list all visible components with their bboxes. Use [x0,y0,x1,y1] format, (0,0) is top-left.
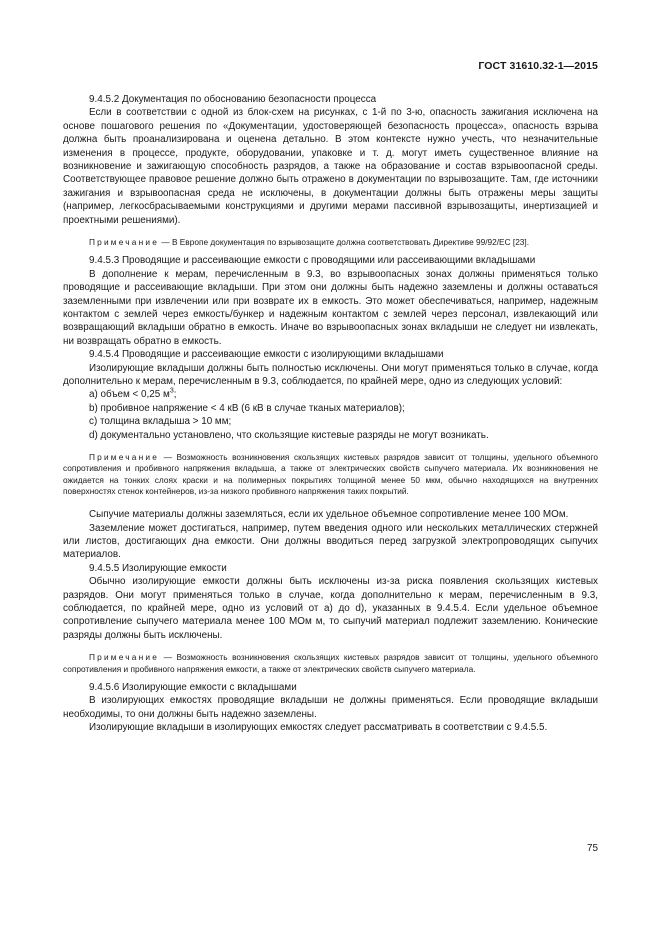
list-item-c: c) толщина вкладыша > 10 мм; [89,416,232,428]
paragraph: Изолирующие вкладыши в изолирующих емкостях следует рассматривать в соответствии с 9.4.5.5. [89,722,548,734]
list-item-a-end: ; [173,389,177,401]
section-heading-9454: 9.4.5.4 Проводящие и рассеивающие емкости с изолирующими вкладышами [89,349,444,361]
list-item-b: b) пробивное напряжение < 4 кВ (6 кВ в случае тканых материалов); [89,402,405,414]
section-heading-9452: 9.4.5.2 Документация по обоснованию безопасности процесса [89,94,377,105]
note [63,652,598,675]
superscript: 3 [169,388,174,396]
paragraph: Изолирующие вкладыши должны быть полностью исключены. Они могут применяться только в случае, когда дополнительно к мерам, перечисленным в 9.3, соблюдается, по крайней мере, одно из следующих условий: [63,362,598,388]
paragraph: Заземление может достигаться, например, путем введения одного или нескольких металлических стержней или листов, достигающих дна емкости. Они должны вводиться перед загрузкой электропроводящих сыпучих материалов. [63,522,598,561]
paragraph: Если в соответствии с одной из блок-схем на рисунках, с 1-й по 3-ю, опасность зажигания исключена на основе пошагового решения по «Документации, удостоверяющей безопасность процесса», опасность взрыва должна быть проанализирована и оценена детально. В этом контексте нужно учесть, что незначительные изменения в процессе, продукте, оборудовании, упаковке и т. д. могут иметь существенное влияние на возникновение и зажигающую способность разрядов, а также на образование и состав взрывоопасной среды. Соответствующее правовое решение должно быть отражено в документации по взрывозащите. Там, где источники зажигания и взрывоопасная среда не исключены, в документации должны быть отражены меры защиты (например, легкосбрасываемыми конструкциями и другими мерами пассивной взрывозащиты, инертизацией и проектными решениями). [63,107,598,226]
note-label: Примечание [89,452,160,463]
note-text: — В Европе документация по взрывозащите должна соответствовать Директиве 99/92/ЕС [23]. [159,237,530,248]
section-heading-9455: 9.4.5.5 Изолирующие емкости [89,562,227,574]
note [63,452,598,497]
page-number: 75 [587,843,598,854]
document-header: ГОСТ 31610.32-1—2015 [478,60,598,72]
note-label: Примечание [89,237,160,248]
paragraph: В изолирующих емкостях проводящие вкладыши не должны применяться. Если проводящие вкладыши необходимы, то они должны быть надежно заземлены. [63,695,598,720]
note-text: — Возможность возникновения скользящих кистевых разрядов зависит от толщины, удельного объемного сопротивления и пробивного напряжения вкладыша, а также от электрических свойств сыпучего материала. Их возникновения не ожидается на тонких слоях краски и на полимерных покрытиях толщиной менее 50 мкм, обычно находящихся на внутренних поверхностях стенок контейнеров, из-за низкого пробивного напряжения таких покрытий. [63,452,598,496]
section-heading-9453: 9.4.5.3 Проводящие и рассеивающие емкости с проводящими или рассеивающими вкладышами [89,255,536,267]
list-item-a-text: a) объем < 0,25 м [89,389,170,401]
note [63,237,598,248]
list-item-d: d) документально установлено, что скользящие кистевые разряды не могут возникать. [89,429,489,441]
note-label: Примечание [89,652,160,663]
paragraph: В дополнение к мерам, перечисленным в 9.3, во взрывоопасных зонах должны применяться только проводящие и рассеивающие вкладыши. При этом они должны быть надежно заземлены и должны оставаться заземленными при извлечении или при возврате их в емкость. Это может обеспечиваться, например, надежным контактом с землей через емкость/бункер и надежным контактом с землей через персонал, извлекающий или возвращающий вкладыши обратно в емкость. Иначе во взрывоопасных зонах вкладыши не следует ни извлекать, ни возвращать обратно в емкость. [63,268,598,347]
note-text: — Возможность возникновения скользящих кистевых разрядов зависит от толщины, удельного объемного сопротивления и пробивного напряжения емкости, а также от электрических свойств сыпучего материала. [63,652,598,674]
list-item-a [63,388,598,401]
paragraph: Сыпучие материалы должны заземляться, если их удельное объемное сопротивление менее 100 МОм. [89,509,569,521]
paragraph: Обычно изолирующие емкости должны быть исключены из-за риска появления скользящих кистевых разрядов. Они могут применяться только в случае, когда дополнительно к мерам, перечисленным в 9.3, соблюдается, по крайней мере, одно из условий от a) до d), указанных в 9.4.5.4. Если удельное объемное сопротивление сыпучего материала менее 100 МОм м, то сыпучий материал подлежит заземлению. Конические разряды должны быть исключены. [63,576,598,641]
page-body [63,93,598,735]
section-heading-9456: 9.4.5.6 Изолирующие емкости с вкладышами [89,681,297,693]
